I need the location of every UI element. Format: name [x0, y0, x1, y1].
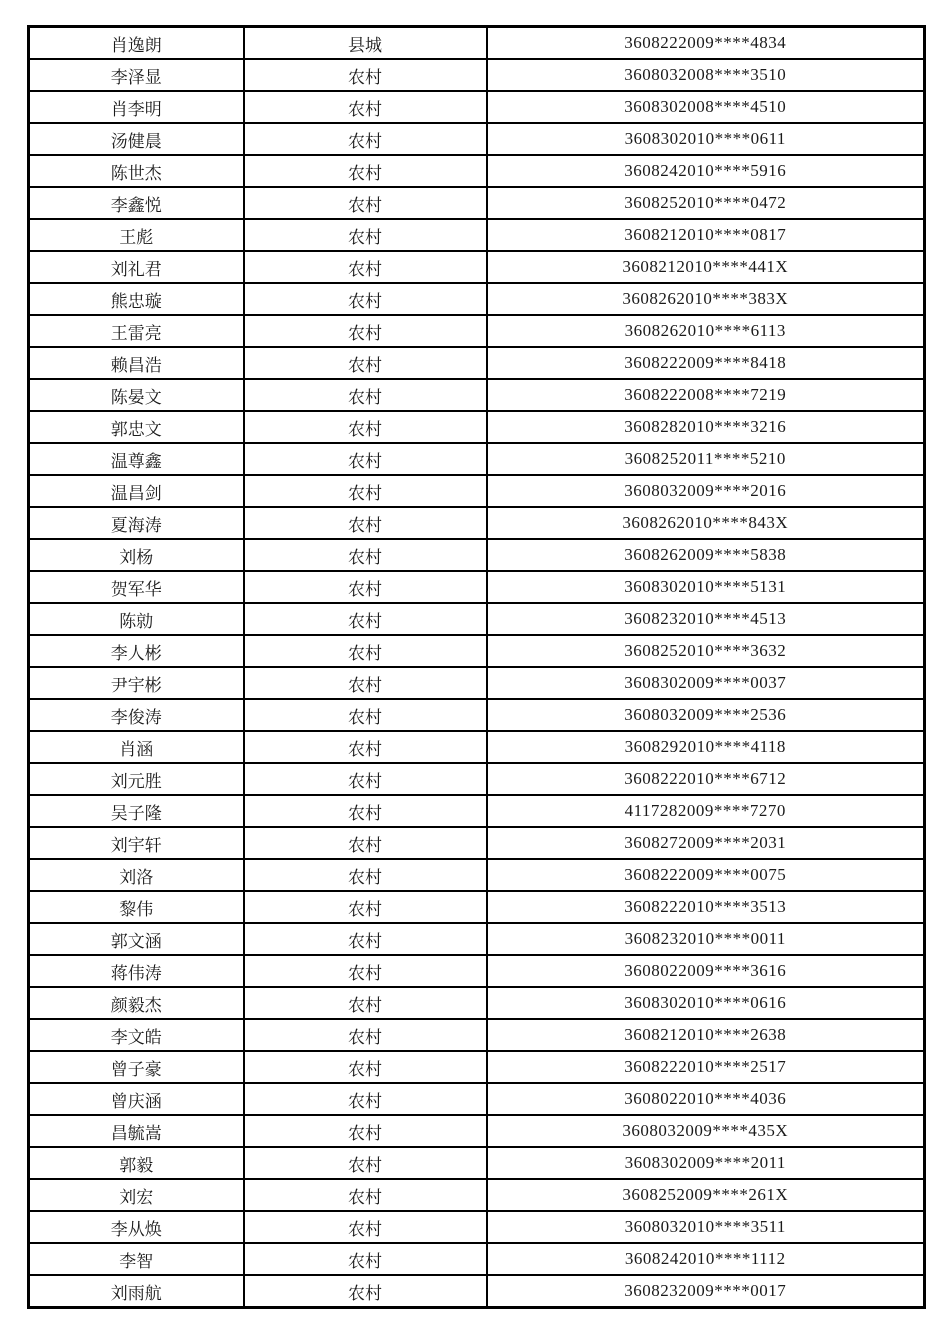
id-number-cell: 3608242010****5916: [487, 155, 925, 187]
name-cell: 赖昌浩: [29, 347, 244, 379]
residence-cell: 农村: [244, 507, 487, 539]
name-cell: 李泽显: [29, 59, 244, 91]
table-row: [29, 763, 925, 795]
table-row: [29, 411, 925, 443]
table-row: [29, 539, 925, 571]
id-number-cell: 3608302009****0037: [487, 667, 925, 699]
table-row: [29, 635, 925, 667]
id-number-cell: 3608032009****2536: [487, 699, 925, 731]
name-cell: 颜毅杰: [29, 987, 244, 1019]
id-number-cell: 3608022010****4036: [487, 1083, 925, 1115]
table-row: [29, 699, 925, 731]
name-cell: 郭忠文: [29, 411, 244, 443]
table-row: [29, 315, 925, 347]
residence-cell: 农村: [244, 155, 487, 187]
id-number-cell: 3608272009****2031: [487, 827, 925, 859]
table-row: [29, 891, 925, 923]
table-row: [29, 667, 925, 699]
table-row: [29, 155, 925, 187]
name-cell: 温昌剑: [29, 475, 244, 507]
table-row: [29, 923, 925, 955]
table-row: [29, 955, 925, 987]
id-number-cell: 3608222009****4834: [487, 27, 925, 60]
id-number-cell: 3608252010****3632: [487, 635, 925, 667]
name-cell: 肖涵: [29, 731, 244, 763]
student-roster-table: [27, 25, 926, 1309]
table-row: [29, 379, 925, 411]
id-number-cell: 3608232010****4513: [487, 603, 925, 635]
table-row: [29, 1051, 925, 1083]
table-body: [29, 27, 925, 1308]
residence-cell: 农村: [244, 475, 487, 507]
table-row: [29, 251, 925, 283]
residence-cell: 农村: [244, 763, 487, 795]
residence-cell: 农村: [244, 1019, 487, 1051]
residence-cell: 农村: [244, 539, 487, 571]
name-cell: 郭文涵: [29, 923, 244, 955]
residence-cell: 农村: [244, 1083, 487, 1115]
name-cell: 刘礼君: [29, 251, 244, 283]
table-row: [29, 59, 925, 91]
id-number-cell: 3608302009****2011: [487, 1147, 925, 1179]
name-cell: 尹宇彬: [29, 667, 244, 699]
residence-cell: 农村: [244, 731, 487, 763]
table-row: [29, 859, 925, 891]
table-row: [29, 1275, 925, 1308]
id-number-cell: 3608222010****6712: [487, 763, 925, 795]
id-number-cell: 3608032009****2016: [487, 475, 925, 507]
residence-cell: 农村: [244, 251, 487, 283]
table-row: [29, 571, 925, 603]
id-number-cell: 3608252011****5210: [487, 443, 925, 475]
table-row: [29, 603, 925, 635]
name-cell: 蒋伟涛: [29, 955, 244, 987]
residence-cell: 农村: [244, 827, 487, 859]
name-cell: 刘宇轩: [29, 827, 244, 859]
id-number-cell: 3608262010****843X: [487, 507, 925, 539]
table-row: [29, 1243, 925, 1275]
name-cell: 王雷亮: [29, 315, 244, 347]
name-cell: 夏海涛: [29, 507, 244, 539]
residence-cell: 农村: [244, 603, 487, 635]
name-cell: 王彪: [29, 219, 244, 251]
id-number-cell: 3608212010****0817: [487, 219, 925, 251]
id-number-cell: 3608222009****0075: [487, 859, 925, 891]
name-cell: 陈晏文: [29, 379, 244, 411]
residence-cell: 农村: [244, 667, 487, 699]
id-number-cell: 4117282009****7270: [487, 795, 925, 827]
id-number-cell: 3608302008****4510: [487, 91, 925, 123]
table-row: [29, 507, 925, 539]
table-row: [29, 1115, 925, 1147]
id-number-cell: 3608252009****261X: [487, 1179, 925, 1211]
table-row: [29, 987, 925, 1019]
residence-cell: 农村: [244, 443, 487, 475]
table-row: [29, 731, 925, 763]
residence-cell: 农村: [244, 1051, 487, 1083]
id-number-cell: 3608262009****5838: [487, 539, 925, 571]
name-cell: 李文皓: [29, 1019, 244, 1051]
id-number-cell: 3608262010****6113: [487, 315, 925, 347]
residence-cell: 农村: [244, 1275, 487, 1308]
residence-cell: 农村: [244, 187, 487, 219]
name-cell: 昌毓嵩: [29, 1115, 244, 1147]
table-row: [29, 219, 925, 251]
residence-cell: 农村: [244, 987, 487, 1019]
name-cell: 刘宏: [29, 1179, 244, 1211]
name-cell: 刘杨: [29, 539, 244, 571]
residence-cell: 农村: [244, 1115, 487, 1147]
residence-cell: 农村: [244, 635, 487, 667]
id-number-cell: 3608022009****3616: [487, 955, 925, 987]
name-cell: 温尊鑫: [29, 443, 244, 475]
name-cell: 陈勍: [29, 603, 244, 635]
table-row: [29, 187, 925, 219]
id-number-cell: 3608222010****3513: [487, 891, 925, 923]
id-number-cell: 3608212010****2638: [487, 1019, 925, 1051]
table-row: [29, 1179, 925, 1211]
name-cell: 吴子隆: [29, 795, 244, 827]
residence-cell: 农村: [244, 699, 487, 731]
residence-cell: 农村: [244, 955, 487, 987]
name-cell: 李从焕: [29, 1211, 244, 1243]
name-cell: 贺军华: [29, 571, 244, 603]
table-row: [29, 347, 925, 379]
table-row: [29, 27, 925, 60]
table-row: [29, 1083, 925, 1115]
residence-cell: 农村: [244, 315, 487, 347]
residence-cell: 农村: [244, 795, 487, 827]
name-cell: 李智: [29, 1243, 244, 1275]
table-row: [29, 443, 925, 475]
residence-cell: 农村: [244, 1179, 487, 1211]
name-cell: 刘洛: [29, 859, 244, 891]
name-cell: 曾庆涵: [29, 1083, 244, 1115]
id-number-cell: 3608222008****7219: [487, 379, 925, 411]
residence-cell: 农村: [244, 859, 487, 891]
id-number-cell: 3608242010****1112: [487, 1243, 925, 1275]
id-number-cell: 3608252010****0472: [487, 187, 925, 219]
name-cell: 黎伟: [29, 891, 244, 923]
residence-cell: 农村: [244, 347, 487, 379]
table-row: [29, 91, 925, 123]
table-row: [29, 1147, 925, 1179]
residence-cell: 农村: [244, 379, 487, 411]
residence-cell: 农村: [244, 219, 487, 251]
id-number-cell: 3608032009****435X: [487, 1115, 925, 1147]
id-number-cell: 3608222010****2517: [487, 1051, 925, 1083]
name-cell: 肖逸朗: [29, 27, 244, 60]
table-row: [29, 795, 925, 827]
name-cell: 郭毅: [29, 1147, 244, 1179]
id-number-cell: 3608302010****0611: [487, 123, 925, 155]
name-cell: 陈世杰: [29, 155, 244, 187]
name-cell: 李人彬: [29, 635, 244, 667]
residence-cell: 农村: [244, 1147, 487, 1179]
residence-cell: 农村: [244, 123, 487, 155]
name-cell: 肖李明: [29, 91, 244, 123]
id-number-cell: 3608232009****0017: [487, 1275, 925, 1308]
id-number-cell: 3608302010****5131: [487, 571, 925, 603]
residence-cell: 农村: [244, 59, 487, 91]
name-cell: 熊忠璇: [29, 283, 244, 315]
table-row: [29, 1019, 925, 1051]
table-row: [29, 475, 925, 507]
residence-cell: 农村: [244, 1211, 487, 1243]
name-cell: 曾子豪: [29, 1051, 244, 1083]
residence-cell: 农村: [244, 91, 487, 123]
name-cell: 李鑫悦: [29, 187, 244, 219]
name-cell: 刘雨航: [29, 1275, 244, 1308]
residence-cell: 农村: [244, 283, 487, 315]
table-row: [29, 1211, 925, 1243]
table-row: [29, 123, 925, 155]
residence-cell: 农村: [244, 891, 487, 923]
name-cell: 刘元胜: [29, 763, 244, 795]
name-cell: 李俊涛: [29, 699, 244, 731]
id-number-cell: 3608232010****0011: [487, 923, 925, 955]
table-row: [29, 827, 925, 859]
id-number-cell: 3608222009****8418: [487, 347, 925, 379]
id-number-cell: 3608032008****3510: [487, 59, 925, 91]
name-cell: 汤健晨: [29, 123, 244, 155]
residence-cell: 农村: [244, 571, 487, 603]
residence-cell: 农村: [244, 1243, 487, 1275]
id-number-cell: 3608262010****383X: [487, 283, 925, 315]
id-number-cell: 3608302010****0616: [487, 987, 925, 1019]
table-row: [29, 283, 925, 315]
residence-cell: 农村: [244, 923, 487, 955]
id-number-cell: 3608032010****3511: [487, 1211, 925, 1243]
id-number-cell: 3608282010****3216: [487, 411, 925, 443]
id-number-cell: 3608292010****4118: [487, 731, 925, 763]
residence-cell: 县城: [244, 27, 487, 60]
id-number-cell: 3608212010****441X: [487, 251, 925, 283]
residence-cell: 农村: [244, 411, 487, 443]
